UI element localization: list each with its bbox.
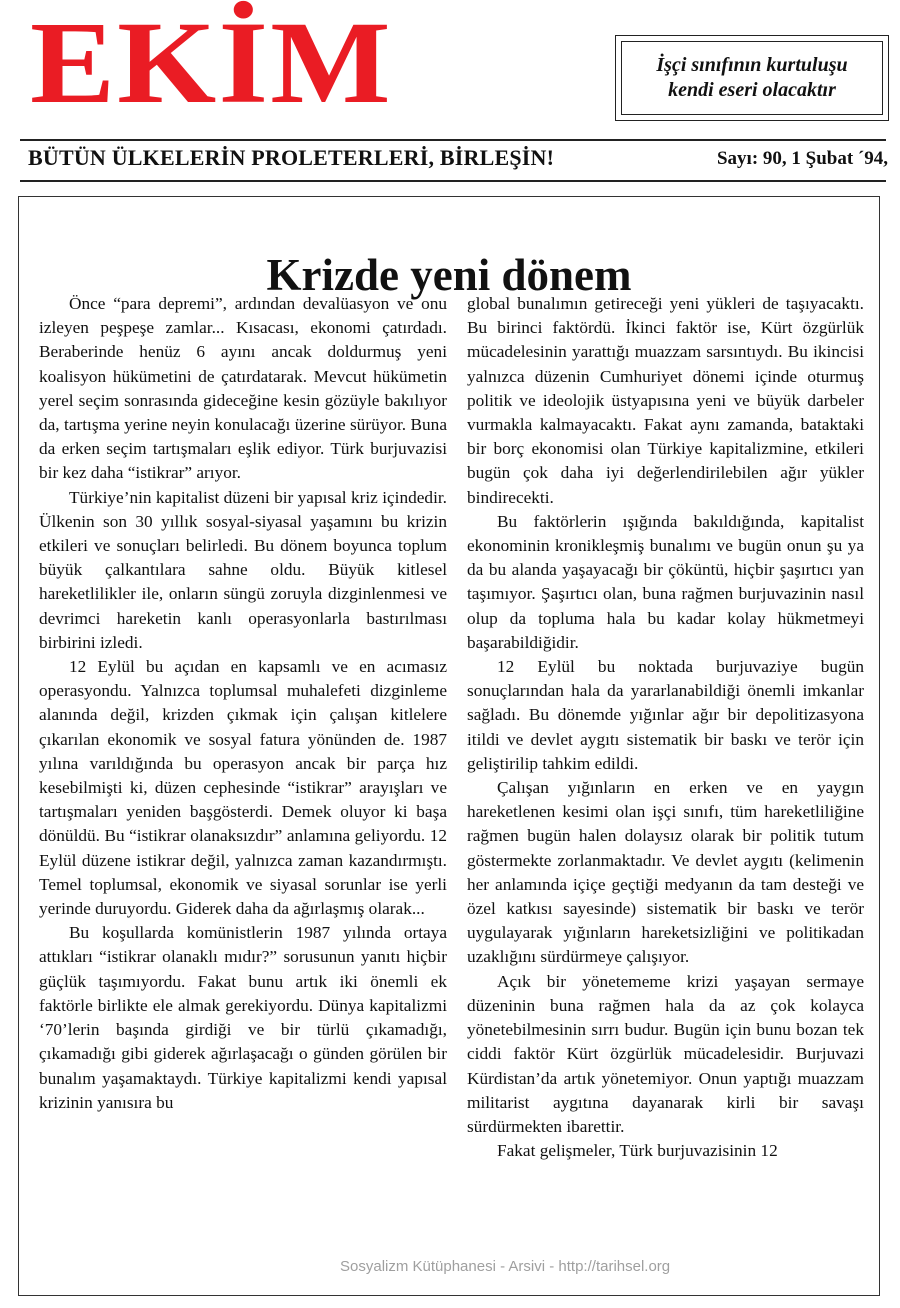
paragraph: Bu koşullarda komünistlerin 1987 yılında ortaya attıkları “istikrar olanaklı mıdır?” sorusunun yanıtı hiçbir güçlük taşımıyordu. Fakat bunu artık iki önemli ek faktörle birlikte ele almak gerekiyordu. Dünya kapitalizmi ‘70’lerin başında girdiği ve bir türlü çıkamadığı, çıkamadığı gibi giderek ağırlaşacağı o günden görülen bir bunalım yaşamaktaydı. Türkiye kapitalizmi kendi yapısal krizinin yanısıra bu — [39, 923, 447, 1112]
motto-box — [615, 35, 889, 121]
masthead-rule-bottom — [20, 180, 886, 182]
paragraph: Bu faktörlerin ışığında bakıldığında, kapitalist ekonominin kronikleşmiş bunalımı ve bugün onun şu ya da bu alanda yaşayacağı bir çöküntü, hiçbir şaşırtıcı yan taşımıyor. Şaşırtıcı olan, buna rağmen burjuvazinin nasıl olup da topluma hala bu kadar kolay hükmetmeyi başarabildiğidir. — [467, 511, 864, 652]
article-title: Krizde yeni dönem — [266, 250, 632, 301]
paragraph: Çalışan yığınların en erken ve en yaygın hareketlenen kesimi olan işçi sınıfı, tüm hareketliliğine rağmen bugün halen dolaysız olarak bir politik tutum göstermekte zorlanmaktadır. Ve devlet aygıtı (kelimenin her anlamında içiçe geçtiği medyanın da tam desteği ve özel katkısı sayesinde) sistematik bir baskı ve terör uygulayarak yığınların hareketsizliğini ve politikadan uzaklığını sürdürmeye çalışıyor. — [467, 778, 864, 967]
paragraph: Önce “para depremi”, ardından devalüasyon ve onu izleyen peşpeşe zamlar... Kısacası, ekonomi çatırdadı. Beraberinde henüz 6 ayını ancak doldurmuş yeni koalisyon hükümetini de çatırdatarak. Mevcut hükümetin yerel seçim sonrasında gideceğine kesin gözüyle bakılıyor da, tartışma yerine neyin konulacağı üzerine sürüyor. Buna da erken seçim tartışmaları eşlik ediyor. Türk burjuvazisi bir kez daha “istikrar” arıyor. — [39, 294, 447, 483]
newspaper-logo: EKİM — [30, 0, 393, 128]
paragraph: 12 Eylül bu noktada burjuvaziye bugün sonuçlarından hala da yararlanabildiği önemli imkanlar sağladı. Bu dönemde yığınlar ağır bir depolitizasyona itildi ve devlet aygıtı sistematik bir baskı ve terör için geliştirilip tahkim edildi. — [467, 657, 864, 773]
slogan: BÜTÜN ÜLKELERİN PROLETERLERİ, BİRLEŞİN! — [28, 145, 555, 170]
right-column — [467, 292, 864, 1163]
motto-line-2: kendi eseri olacaktır — [668, 79, 836, 101]
masthead — [0, 0, 900, 150]
paragraph: global bunalımın getireceği yeni yükleri de taşıyacaktı. Bu birinci faktördü. İkinci faktör ise, Kürt özgürlük mücadelesinin yarattığı muazzam sarsıntıydı. Bu ikincisi yalnızca düzenin Cumhuriyet dönemi içinde oturmuş politik ve ideolojik üstyapısına yeni ve büyük darbeler vurmakla kalmayacaktı. Fakat aynı zamanda, bataktaki bir borç ekonomisi olan Türkiye kapitalizmine, etkileri bugün çok daha iyi değerlendirilebilen ağır yükler bindirecekti. — [467, 294, 864, 507]
masthead-rule-top — [20, 139, 886, 141]
left-column — [39, 292, 447, 1115]
issue-info: Sayı: 90, 1 Şubat ´94, — [716, 148, 888, 169]
paragraph: Fakat gelişmeler, Türk burjuvazisinin 12 — [497, 1141, 778, 1161]
motto-line-1: İşçi sınıfının kurtuluşu — [656, 54, 848, 76]
article-box — [18, 196, 880, 1296]
paragraph: Açık bir yönetememe krizi yaşayan sermaye düzeninin buna rağmen hala da az çok kolayca yönetebilmesinin sırrı budur. Bugün için bunu bozan tek ciddi faktör Kürt özgürlük mücadelesidir. Burjuvazi Kürdistan’da artık yönetemiyor. Onun yaptığı muazzam militarist aygıtına dayanarak kirli bir savaşı sürdürmekten ibarettir. — [467, 971, 864, 1136]
source-watermark: Sosyalizm Kütüphanesi - Arsivi - http://tarihsel.org — [340, 1258, 671, 1275]
paragraph: 12 Eylül bu açıdan en kapsamlı ve en acımasız operasyondu. Yalnızca toplumsal muhalefeti dizginleme alanında değil, krizden çıkmak için çalışan kitlelere çıkarılan ekonomik ve sosyal fatura yönünden de. 1987 yılına varıldığında bu operasyon ancak bir parça hız kesebilmişti ki, düzen cephesinde “istikrar” arayışları ve tartışmaları yeniden başgösterdi. Demek oluyor ki başa dönüldü. Bu “istikrar olanaksızdır” anlamına geliyordu. 12 Eylül düzene istikrar değil, yalnızca zaman kazandırmıştı. Temel toplumsal, ekonomik ve siyasal sorunlar ise yerli yerinde duruyordu. Giderek daha da ağırlaşmış olarak... — [39, 657, 447, 919]
paragraph: Türkiye’nin kapitalist düzeni bir yapısal kriz içindedir. Ülkenin son 30 yıllık sosyal-siyasal yaşamını bu krizin etkileri ve sonuçları belirledi. Bu dönem boyunca toplum büyük çalkantılara sahne oldu. Büyük kitlesel hareketlilikler ile, onların süngü zoruyla dizginlenmesi ve devrimci hareketin kanlı operasyonlarla bastırılması birbirini izledi. — [39, 487, 447, 652]
